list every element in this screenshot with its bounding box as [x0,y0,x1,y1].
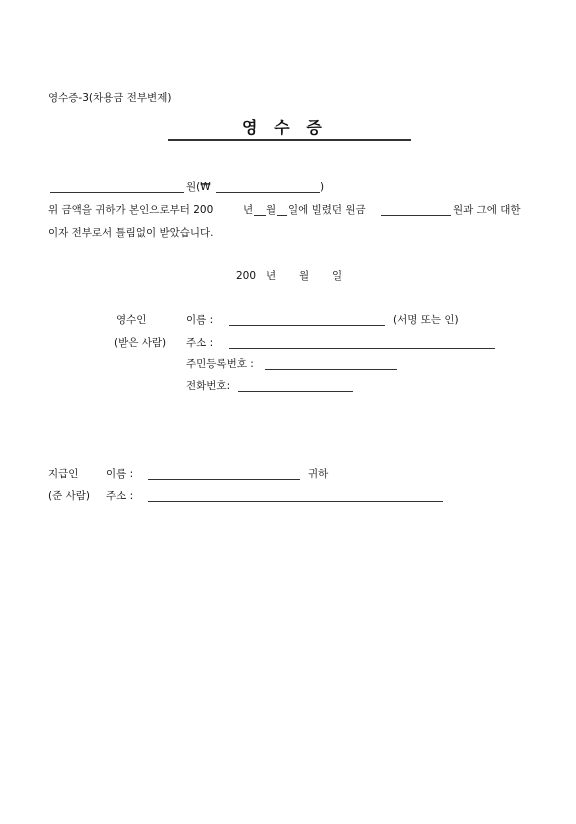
amount-number-blank [216,192,320,193]
payer-role-sub: (준 사람) [48,490,90,502]
receiver-phone-blank [238,391,353,392]
receiver-name-blank [229,325,385,326]
receiver-role-sub: (받은 사람) [114,337,167,349]
receiver-address-blank [229,348,495,349]
body-text-il: 일에 빌렸던 원금 [288,204,366,216]
receiver-id-blank [265,369,397,370]
body-text-wol: 월 [266,204,277,216]
receiver-phone-label: 전화번호: [186,380,231,392]
payer-address-label: 주소 : [106,490,134,502]
day-blank [277,215,287,216]
date-wol: 월 [299,270,310,282]
payer-role: 지급인 [48,468,79,480]
receiver-id-label: 주민등록번호 : [186,358,254,370]
date-nyeon: 년 [266,270,277,282]
amount-won-label: 원(₩ [186,181,211,193]
month-blank [254,215,266,216]
date-year: 200 [236,270,257,282]
body-text-1a: 위 금액을 귀하가 본인으로부터 200 [48,204,214,216]
title-underline [168,139,411,141]
body-text-wongwa: 원과 그에 대한 [453,204,521,216]
payer-honorific: 귀하 [308,468,329,480]
receiver-sign-note: (서명 또는 인) [393,314,459,326]
body-text-nyeon: 년 [243,204,254,216]
document-title: 영 수 증 [242,118,322,137]
principal-blank [381,215,451,216]
form-code: 영수증-3(차용금 전부변제) [48,92,172,104]
amount-korean-blank [50,192,184,193]
date-il: 일 [332,270,343,282]
receiver-name-label: 이름 : [186,314,214,326]
receiver-address-label: 주소 : [186,337,214,349]
payer-name-label: 이름 : [106,468,134,480]
payer-address-blank [148,501,443,502]
payer-name-blank [148,479,300,480]
amount-close-paren: ) [320,181,325,193]
body-text-2: 이자 전부로서 틀림없이 받았습니다. [48,227,214,239]
receiver-role: 영수인 [116,314,147,326]
